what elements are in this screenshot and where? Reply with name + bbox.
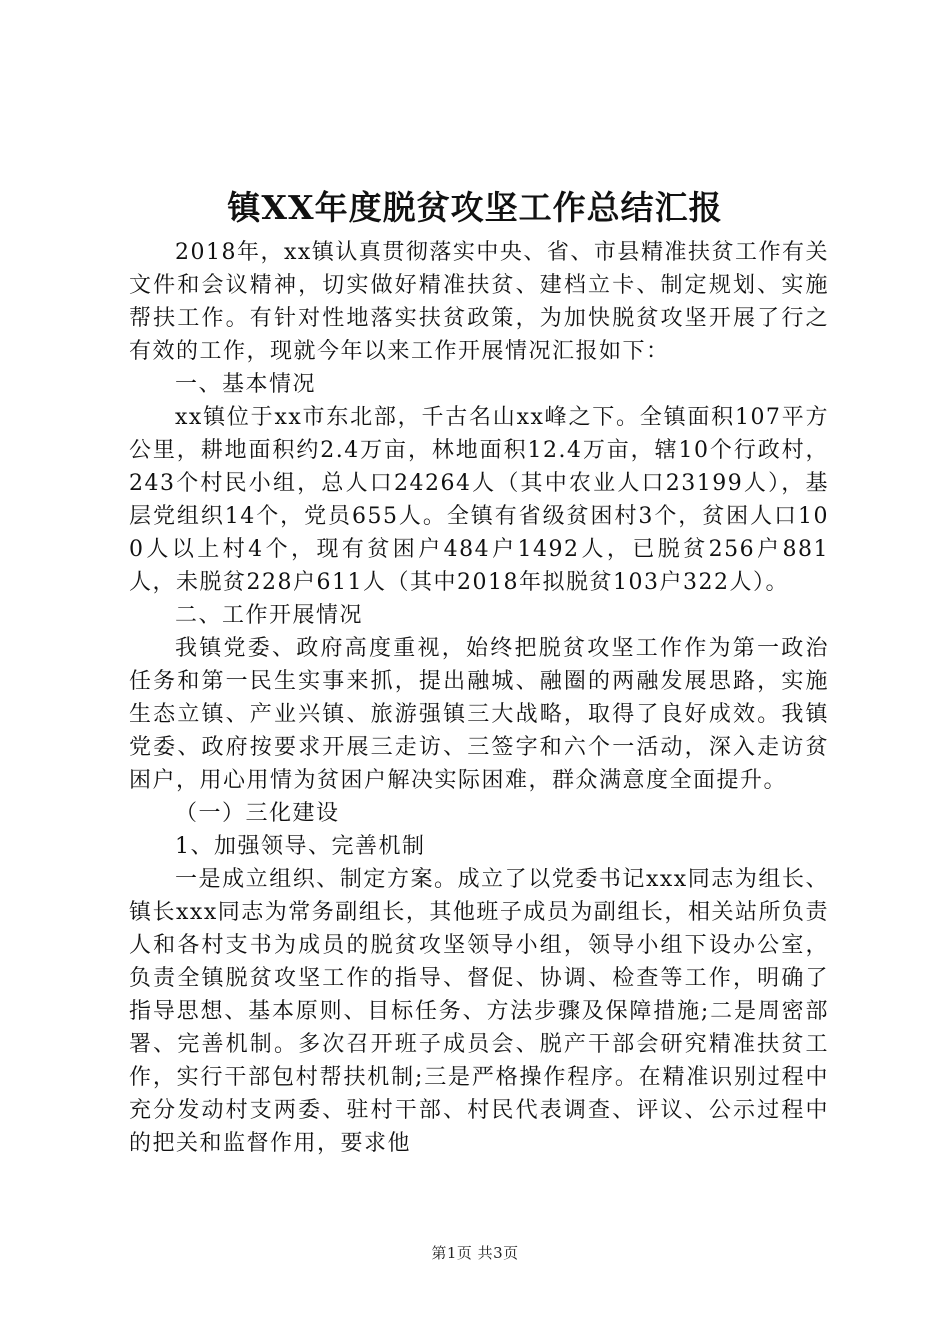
paragraph-leadership: 一是成立组织、制定方案。成立了以党委书记xxx同志为组长、镇长xxx同志为常务副组长，其他班子成员为副组长，相关站所负责人和各村支书为成员的脱贫攻坚领导小组，领导小组下设办公室，负责全镇脱贫攻坚工作的指导、督促、协调、检查等工作，明确了指导思想、基本原则、目标任务、方法步骤及保障措施;二是周密部署、完善机制。多次召开班子成员会、脱产干部会研究精准扶贫工作，实行干部包村帮扶机制;三是严格操作程序。在精准识别过程中充分发动村支两委、驻村干部、村民代表调查、评议、公示过程中的把关和监督作用，要求他 xyxy=(129,867,829,1156)
heading-work-progress: 二、工作开展情况 xyxy=(175,603,364,628)
document-body xyxy=(129,236,829,1160)
document-title: 镇XX年度脱贫攻坚工作总结汇报 xyxy=(227,188,723,227)
heading-three-construction: （一）三化建设 xyxy=(175,801,340,826)
heading-leadership: 1、加强领导、完善机制 xyxy=(175,834,426,859)
paragraph-work-progress: 我镇党委、政府高度重视，始终把脱贫攻坚工作作为第一政治任务和第一民生实事来抓，提出融城、融圈的两融发展思路，实施生态立镇、产业兴镇、旅游强镇三大战略，取得了良好成效。我镇党委、政府按要求开展三走访、三签字和六个一活动，深入走访贫困户，用心用情为贫困户解决实际困难，群众满意度全面提升。 xyxy=(129,636,829,793)
paragraph-intro: 2018年，xx镇认真贯彻落实中央、省、市县精准扶贫工作有关文件和会议精神，切实做好精准扶贫、建档立卡、制定规划、实施帮扶工作。有针对性地落实扶贫政策，为加快脱贫攻坚开展了行之有效的工作，现就今年以来工作开展情况汇报如下： xyxy=(129,240,829,364)
paragraph-basic-situation: xx镇位于xx市东北部，千古名山xx峰之下。全镇面积107平方公里，耕地面积约2.4万亩，林地面积12.4万亩，辖10个行政村，243个村民小组，总人口24264人（其中农业人口23199人），基层党组织14个，党员655人。全镇有省级贫困村3个，贫困人口100人以上村4个，现有贫困户484户1492人，已脱贫256户881人，未脱贫228户611人（其中2018年拟脱贫103户322人）。 xyxy=(129,405,829,595)
heading-basic-situation: 一、基本情况 xyxy=(175,372,317,397)
page-footer: 第1页 共3页 xyxy=(431,1244,519,1262)
